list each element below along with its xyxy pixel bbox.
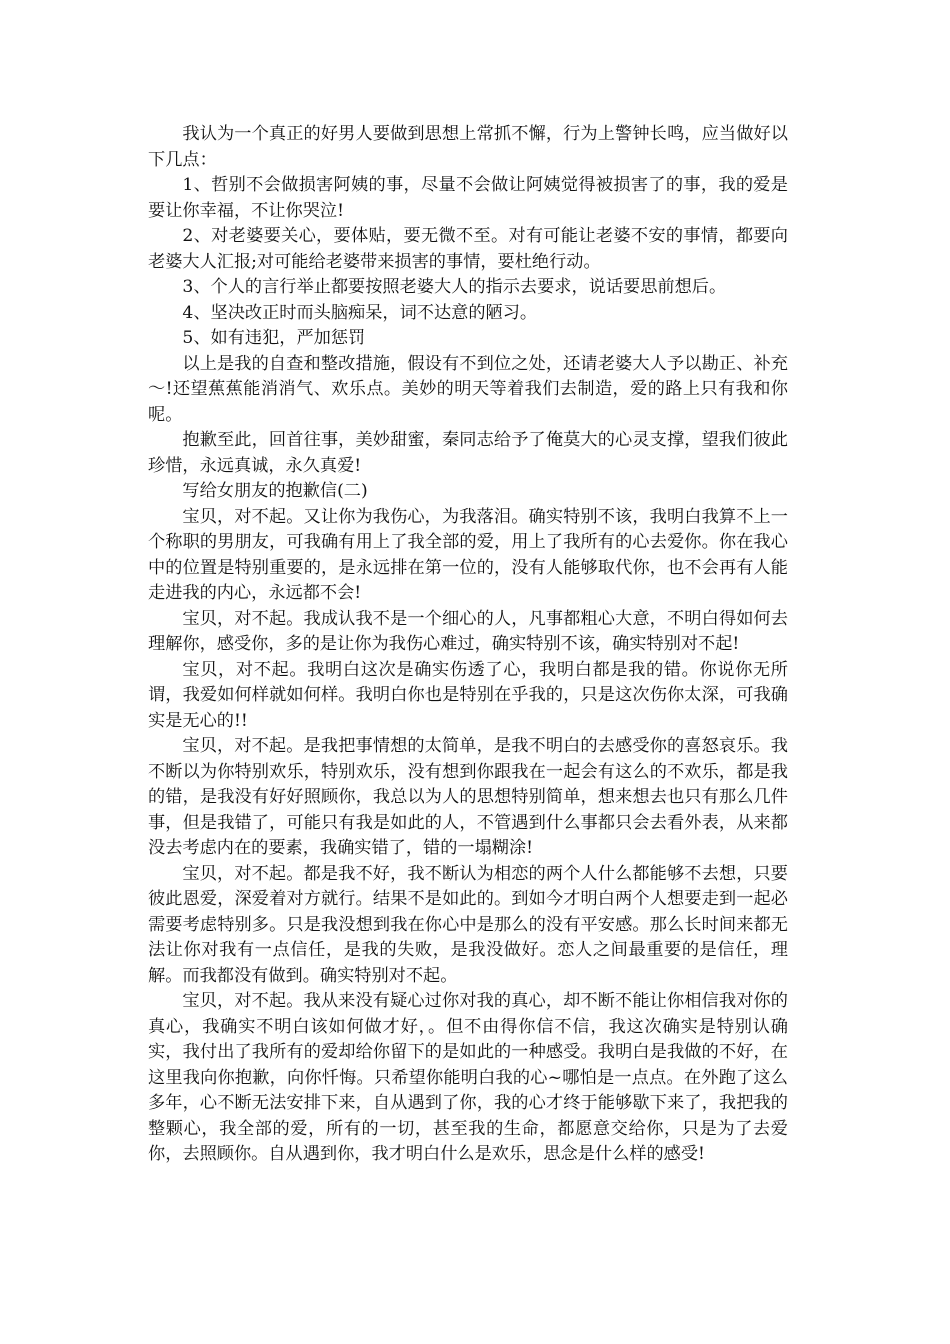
paragraph-item-4: 4、坚决改正时而头脑痴呆，词不达意的陋习。	[182, 302, 538, 323]
paragraph-item-3: 3、个人的言行举止都要按照老婆大人的指示去要求，说话要思前想后。	[182, 277, 727, 297]
paragraph-intro: 我认为一个真正的好男人要做到思想上常抓不懈，行为上警钟长鸣，应当做好以下几点：	[148, 124, 788, 170]
paragraph-apology-3: 宝贝，对不起。我明白这次是确实伤透了心，我明白都是我的错。你说你无所谓，我爱如何样就如何样。我明白你也是特别在乎我的，只是这次伤你太深，可我确实是无心的!!	[148, 659, 788, 731]
paragraph-item-5: 5、如有违犯，严加惩罚	[182, 328, 366, 348]
paragraph-apology-2: 宝贝，对不起。我成认我不是一个细心的人，凡事都粗心大意，不明白得如何去理解你，感受你，多的是让你为我伤心难过，确实特别不该，确实特别对不起!	[148, 608, 788, 654]
section-heading: 写给女朋友的抱歉信(二)	[182, 481, 368, 501]
paragraph-summary: 以上是我的自查和整改措施，假设有不到位之处，还请老婆大人予以勘正、补充～!还望蕉蕉能消消气、欢乐点。美妙的明天等着我们去制造，爱的路上只有我和你呢。	[148, 353, 788, 425]
paragraph-item-1: 1、哲别不会做损害阿姨的事，尽量不会做让阿姨觉得被损害了的事，我的爱是要让你幸福，不让你哭泣!	[148, 175, 788, 221]
paragraph-closing: 抱歉至此，回首往事，美妙甜蜜，秦同志给予了俺莫大的心灵支撑，望我们彼此珍惜，永远真诚，永久真爱!	[148, 430, 788, 476]
paragraph-apology-5: 宝贝，对不起。都是我不好，我不断认为相恋的两个人什么都能够不去想，只要彼此恩爱，深爱着对方就行。结果不是如此的。到如今才明白两个人想要走到一起必需要考虑特别多。只是我没想到我在你心中是那么的没有平安感。那么长时间来都无法让你对我有一点信任，是我的失败，是我没做好。恋人之间最重要的是信任，理解。而我都没有做到。确实特别对不起。	[148, 863, 788, 986]
paragraph-item-2: 2、对老婆要关心，要体贴，要无微不至。对有可能让老婆不安的事情，都要向老婆大人汇报;对可能给老婆带来损害的事情，要杜绝行动。	[148, 226, 788, 272]
paragraph-apology-1: 宝贝，对不起。又让你为我伤心，为我落泪。确实特别不该，我明白我算不上一个称职的男朋友，可我确有用上了我全部的爱，用上了我所有的心去爱你。你在我心中的位置是特别重要的，是永远排在第一位的，没有人能够取代你，也不会再有人能走进我的内心，永远都不会!	[148, 506, 788, 603]
paragraph-apology-6: 宝贝，对不起。我从来没有疑心过你对我的真心，却不断不能让你相信我对你的真心，我确实不明白该如何做才好，。但不由得你信不信，我这次确实是特别认确实，我付出了我所有的爱却给你留下的是如此的一种感受。我明白是我做的不好，在这里我向你抱歉，向你忏悔。只希望你能明白我的心~哪怕是一点点。在外跑了这么多年，心不断无法安排下来，自从遇到了你，我的心才终于能够歇下来了，我把我的整颗心，我全部的爱，所有的一切，甚至我的生命，都愿意交给你，只是为了去爱你，去照顾你。自从遇到你，我才明白什么是欢乐，思念是什么样的感受!	[148, 991, 788, 1164]
paragraph-apology-4: 宝贝，对不起。是我把事情想的太简单，是我不明白的去感受你的喜怒哀乐。我不断以为你特别欢乐，特别欢乐，没有想到你跟我在一起会有这么的不欢乐，都是我的错，是我没有好好照顾你，我总以为人的思想特别简单，想来想去也只有那么几件事，但是我错了，可能只有我是如此的人，不管遇到什么事都只会去看外表，从来都没去考虑内在的要素，我确实错了，错的一塌糊涂!	[148, 736, 788, 858]
document-page	[148, 122, 788, 1168]
